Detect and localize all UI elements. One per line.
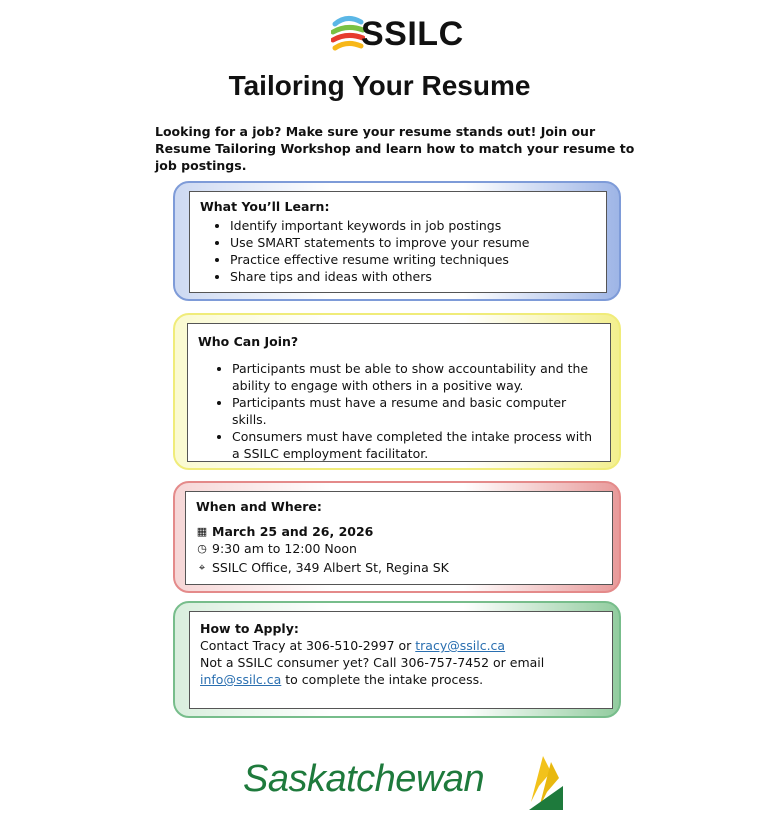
event-time: 9:30 am to 12:00 Noon bbox=[212, 541, 357, 556]
wheat-sheaf-icon bbox=[523, 752, 567, 812]
event-date: March 25 and 26, 2026 bbox=[212, 524, 374, 539]
list-item: • Identify important keywords in job postings bbox=[230, 217, 596, 234]
page-title: Tailoring Your Resume bbox=[228, 70, 531, 101]
join-heading: Who Can Join? bbox=[198, 334, 299, 349]
apply-intake-text: to complete the intake process. bbox=[281, 672, 484, 687]
when-section bbox=[173, 481, 621, 593]
apply-line-2: Not a SSILC consumer yet? Call 306-757-7452 or email bbox=[200, 655, 545, 670]
apply-heading: How to Apply: bbox=[200, 621, 299, 636]
ssilc-logo-text: SSILC bbox=[361, 15, 464, 53]
list-item: • Share tips and ideas with others bbox=[230, 268, 596, 285]
learn-list bbox=[200, 217, 596, 285]
tracy-email-link[interactable]: tracy@ssilc.ca bbox=[415, 638, 506, 653]
ssilc-logo bbox=[331, 12, 491, 60]
map-icon: ⌖ bbox=[198, 561, 206, 574]
list-item: • Consumers must have completed the intake process with a SSILC employment facilitator. bbox=[232, 428, 594, 462]
time-row bbox=[196, 540, 602, 557]
apply-contact-text: Contact Tracy at 306-510-2997 or bbox=[200, 638, 416, 653]
apply-line-1 bbox=[200, 637, 602, 654]
intro-text: Looking for a job? Make sure your resume stands out! Join our Resume Tailoring Workshop and learn how to match your resume to job postings. bbox=[155, 124, 635, 173]
clock-icon: ◷ bbox=[197, 542, 207, 555]
when-heading: When and Where: bbox=[196, 499, 322, 514]
date-row bbox=[196, 523, 602, 540]
apply-box bbox=[189, 611, 613, 709]
list-item: • Participants must be able to show accountability and the ability to engage with others in a positive way. bbox=[232, 360, 594, 394]
join-section bbox=[173, 313, 621, 470]
place-row bbox=[196, 559, 602, 576]
list-item: • Use SMART statements to improve your resume bbox=[230, 234, 596, 251]
saskatchewan-logo bbox=[243, 752, 573, 812]
saskatchewan-logo-text: Saskatchewan bbox=[243, 758, 485, 800]
learn-heading: What You’ll Learn: bbox=[200, 199, 330, 214]
calendar-icon: ▦ bbox=[196, 525, 208, 538]
apply-line-3 bbox=[200, 671, 602, 688]
ssilc-swirl-icon bbox=[331, 12, 365, 58]
list-item: • Participants must have a resume and basic computer skills. bbox=[232, 394, 594, 428]
info-email-link[interactable]: info@ssilc.ca bbox=[200, 672, 282, 687]
join-box bbox=[187, 323, 611, 462]
event-place: SSILC Office, 349 Albert St, Regina SK bbox=[212, 560, 449, 575]
join-list bbox=[198, 360, 600, 462]
apply-section bbox=[173, 601, 621, 718]
list-item: • Practice effective resume writing techniques bbox=[230, 251, 596, 268]
learn-box bbox=[189, 191, 607, 293]
when-box bbox=[185, 491, 613, 585]
learn-section bbox=[173, 181, 621, 301]
